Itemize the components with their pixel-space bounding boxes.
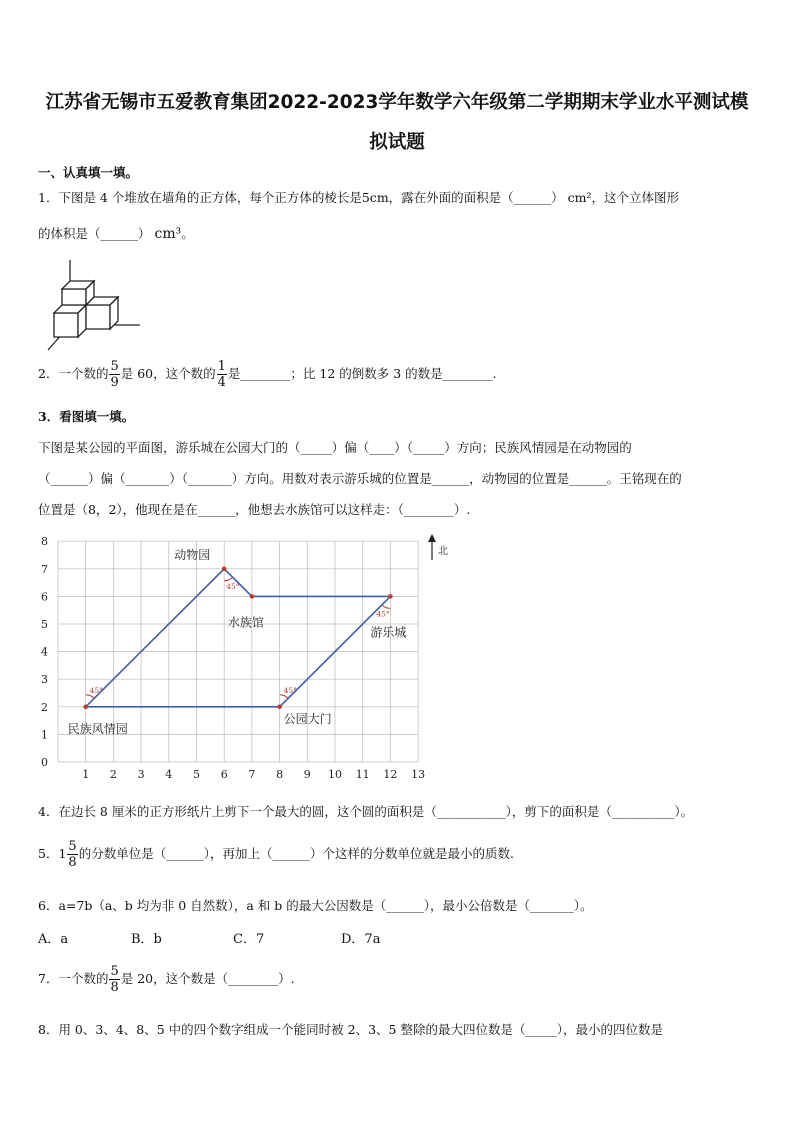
- x-tick-label: 5: [193, 768, 200, 781]
- point-marker: [250, 594, 255, 599]
- question-7: [38, 965, 295, 994]
- question-2: [38, 360, 497, 389]
- question-3-heading: 3．看图填一填。: [38, 409, 135, 424]
- cube-figure: [40, 255, 150, 355]
- frac-den: 8: [68, 855, 77, 870]
- fraction-1-4: [217, 360, 227, 389]
- frac-num: 5: [68, 839, 77, 854]
- point-label: 公园大门: [283, 711, 332, 726]
- point-label: 游乐城: [370, 625, 407, 640]
- y-tick-label: 0: [41, 756, 48, 769]
- option-c[interactable]: C．7: [233, 932, 265, 947]
- section-heading: 一、认真填一填。: [38, 165, 139, 180]
- park-map-chart: [30, 530, 460, 785]
- y-tick-label: 2: [41, 700, 48, 714]
- x-tick-label: 4: [165, 768, 173, 781]
- fraction-5-8: [67, 840, 77, 869]
- x-tick-label: 7: [248, 768, 256, 781]
- fraction-5-8: [109, 965, 119, 994]
- page-title-line1: 江苏省无锡市五爱教育集团2022-2023学年数学六年级第二学期期末学业水平测试模: [45, 92, 749, 113]
- north-label: 北: [438, 546, 448, 557]
- option-a[interactable]: A．a: [38, 932, 69, 947]
- page-title-line2: 拟试题: [369, 132, 425, 153]
- north-arrow-head: [428, 534, 436, 542]
- q5-text-b: 的分数单位是（______），再加上（______）个这样的分数单位就是最小的质数.: [78, 846, 514, 861]
- q1-text-d: 的体积是（______）: [38, 226, 151, 241]
- question-3-line2: （______）偏（_______）（_______）方向。用数对表示游乐城的位置是______，动物园的位置是______。王铭现在的: [38, 471, 682, 486]
- x-tick-label: 9: [303, 768, 311, 781]
- frac-den: 8: [110, 980, 119, 995]
- q7-text-a: 7．一个数的: [38, 971, 109, 986]
- point-label: 动物园: [174, 547, 211, 562]
- point-marker: [388, 594, 393, 599]
- frac-num: 5: [110, 964, 119, 979]
- q5-text-a: 5．1: [38, 846, 67, 861]
- angle-arc: [280, 695, 288, 699]
- cube-bottom-left: [54, 305, 86, 337]
- angle-label: 45°: [376, 609, 390, 619]
- y-tick-label: 4: [41, 645, 48, 659]
- x-tick-label: 12: [383, 768, 398, 781]
- question-1-line2: [38, 224, 194, 242]
- y-tick-label: 1: [41, 728, 48, 742]
- q1-unit-vol: cm³: [154, 226, 182, 242]
- q2-text-c: 是________；比 12 的倒数多 3 的数是________.: [227, 366, 497, 381]
- q1-text-b: ，露在外面的面积是（______）: [388, 190, 564, 205]
- angle-arc: [86, 695, 94, 699]
- point-marker: [83, 705, 88, 710]
- angle-label: 45°: [89, 685, 103, 695]
- question-3-line3: 位置是（8，2），他现在是在______，他想去水族馆可以这样走：（________）.: [38, 502, 471, 517]
- q1-text-c: ，这个立体图形: [591, 190, 680, 205]
- q1-text-a: 1．下图是 4 个堆放在墙角的正方体，每个正方体的棱长是: [38, 190, 362, 205]
- x-tick-label: 2: [109, 768, 117, 781]
- question-4: 4．在边长 8 厘米的正方形纸片上剪下一个最大的圆，这个圆的面积是（___________），剪下的面积是（__________）。: [38, 804, 694, 819]
- q2-text-b: 是 60，这个数的: [120, 366, 216, 381]
- cube-top: [62, 281, 94, 305]
- q7-text-b: 是 20，这个数是（________）.: [120, 971, 295, 986]
- question-1-line1: [38, 188, 679, 206]
- q1-edge: 5cm: [361, 190, 389, 205]
- question-5: [38, 840, 514, 869]
- question-3-line1: 下图是某公园的平面图，游乐城在公园大门的（_____）偏（____）（_____）方向；民族风情园是在动物园的: [38, 440, 632, 455]
- angle-arc: [224, 577, 232, 581]
- y-tick-label: 8: [41, 535, 48, 549]
- point-marker: [222, 567, 227, 572]
- y-tick-label: 5: [41, 618, 48, 631]
- x-tick-label: 10: [328, 768, 342, 781]
- fraction-5-9: [109, 360, 119, 389]
- y-tick-label: 3: [41, 673, 48, 687]
- x-tick-label: 13: [411, 768, 426, 781]
- angle-label: 45°: [226, 581, 240, 591]
- x-tick-label: 11: [355, 768, 370, 781]
- q2-text-a: 2．一个数的: [38, 366, 109, 381]
- x-tick-label: 1: [82, 768, 90, 781]
- angle-arc: [382, 605, 390, 609]
- question-8: 8．用 0、3、4、8、5 中的四个数字组成一个能同时被 2、3、5 整除的最大四位数是（_____），最小的四位数是: [38, 1022, 663, 1037]
- y-tick-label: 6: [41, 590, 48, 604]
- point-label: 民族风情园: [67, 721, 128, 736]
- q1-unit-area: cm²: [567, 190, 592, 205]
- option-d[interactable]: D．7a: [341, 932, 381, 947]
- point-label: 水族馆: [227, 615, 264, 630]
- x-tick-label: 6: [220, 768, 228, 781]
- frac-num: 1: [217, 359, 226, 374]
- option-b[interactable]: B．b: [131, 932, 162, 947]
- angle-label: 45°: [283, 685, 297, 695]
- frac-num: 5: [110, 359, 119, 374]
- x-tick-label: 3: [137, 768, 145, 781]
- y-tick-label: 7: [41, 562, 48, 576]
- frac-den: 4: [217, 375, 226, 390]
- frac-den: 9: [110, 375, 119, 390]
- q1-text-e: 。: [181, 226, 194, 241]
- cube-bottom-right: [86, 297, 118, 329]
- question-6: 6．a=7b（a、b 均为非 0 自然数），a 和 b 的最大公因数是（______），最小公倍数是（_______）。: [38, 898, 593, 913]
- x-tick-label: 8: [276, 768, 284, 781]
- point-marker: [277, 705, 282, 710]
